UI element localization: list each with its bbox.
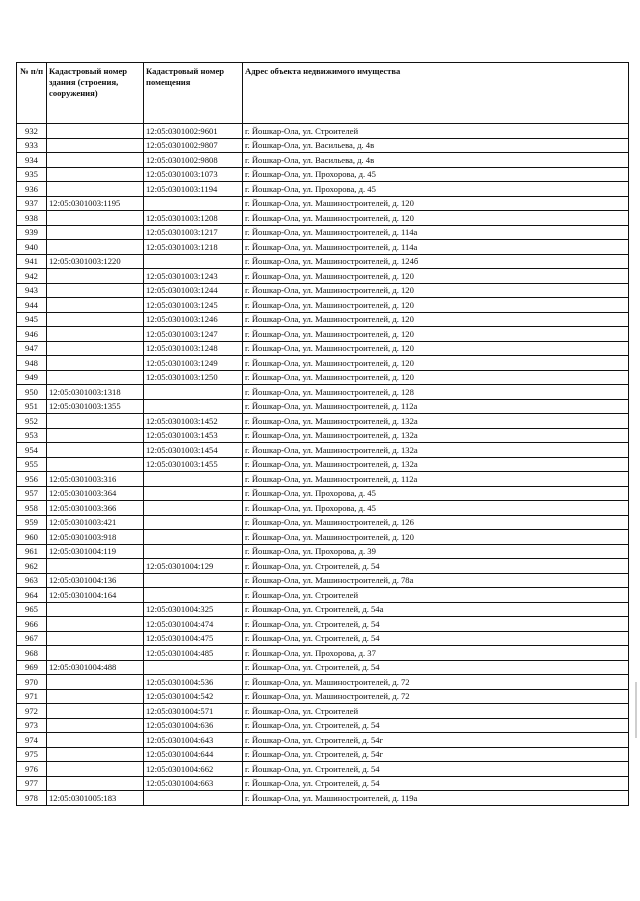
table-row [17,312,629,327]
building-cadastral-number-cell [47,443,144,458]
address-cell: г. Йошкар-Ола, ул. Машиностроителей, д. 112а [243,472,629,487]
premises-cadastral-number-cell: 12:05:0301003:1245 [144,298,243,313]
building-cadastral-number-cell: 12:05:0301003:1220 [47,254,144,269]
row-number-cell: 977 [17,776,47,791]
premises-cadastral-number-cell: 12:05:0301003:1073 [144,167,243,182]
row-number-cell: 943 [17,283,47,298]
building-cadastral-number-cell: 12:05:0301003:316 [47,472,144,487]
address-cell: г. Йошкар-Ола, ул. Машиностроителей, д. 112а [243,399,629,414]
address-cell: г. Йошкар-Ола, ул. Прохорова, д. 45 [243,167,629,182]
building-cadastral-number-cell [47,356,144,371]
table-row [17,153,629,168]
building-cadastral-number-cell: 12:05:0301004:119 [47,544,144,559]
row-number-cell: 960 [17,530,47,545]
table-row [17,283,629,298]
table-row [17,573,629,588]
address-cell: г. Йошкар-Ола, ул. Машиностроителей, д. 114а [243,240,629,255]
building-cadastral-number-cell [47,124,144,139]
address-cell: г. Йошкар-Ола, ул. Строителей, д. 54 [243,776,629,791]
row-number-cell: 942 [17,269,47,284]
address-cell: г. Йошкар-Ола, ул. Машиностроителей, д. 78а [243,573,629,588]
address-cell: г. Йошкар-Ола, ул. Машиностроителей, д. 128 [243,385,629,400]
address-cell: г. Йошкар-Ола, ул. Васильева, д. 4в [243,153,629,168]
table-row [17,660,629,675]
building-cadastral-number-cell: 12:05:0301004:164 [47,588,144,603]
building-cadastral-number-cell: 12:05:0301004:488 [47,660,144,675]
property-register-table [16,62,629,806]
premises-cadastral-number-cell: 12:05:0301004:475 [144,631,243,646]
address-cell: г. Йошкар-Ола, ул. Строителей, д. 54 [243,660,629,675]
premises-cadastral-number-cell: 12:05:0301003:1248 [144,341,243,356]
address-cell: г. Йошкар-Ола, ул. Машиностроителей, д. 120 [243,370,629,385]
table-row [17,646,629,661]
premises-cadastral-number-cell [144,254,243,269]
premises-cadastral-number-cell [144,486,243,501]
building-cadastral-number-cell [47,631,144,646]
premises-cadastral-number-cell: 12:05:0301003:1250 [144,370,243,385]
building-cadastral-number-cell [47,646,144,661]
premises-cadastral-number-cell: 12:05:0301003:1453 [144,428,243,443]
row-number-cell: 951 [17,399,47,414]
address-cell: г. Йошкар-Ола, ул. Прохорова, д. 45 [243,182,629,197]
address-cell: г. Йошкар-Ола, ул. Строителей [243,588,629,603]
row-number-cell: 947 [17,341,47,356]
table-row [17,588,629,603]
row-number-cell: 963 [17,573,47,588]
table-row [17,124,629,139]
address-cell: г. Йошкар-Ола, ул. Машиностроителей, д. 124б [243,254,629,269]
row-number-cell: 971 [17,689,47,704]
building-cadastral-number-cell [47,269,144,284]
row-number-cell: 978 [17,791,47,806]
building-cadastral-number-cell: 12:05:0301005:183 [47,791,144,806]
premises-cadastral-number-cell [144,544,243,559]
header-property-address: Адрес объекта недвижимого имущества [243,63,629,124]
address-cell: г. Йошкар-Ола, ул. Машиностроителей, д. 120 [243,341,629,356]
premises-cadastral-number-cell [144,196,243,211]
building-cadastral-number-cell [47,298,144,313]
building-cadastral-number-cell [47,675,144,690]
building-cadastral-number-cell [47,341,144,356]
building-cadastral-number-cell [47,559,144,574]
table-row [17,718,629,733]
row-number-cell: 961 [17,544,47,559]
premises-cadastral-number-cell: 12:05:0301003:1454 [144,443,243,458]
table-row [17,356,629,371]
row-number-cell: 949 [17,370,47,385]
header-building-cadastral-number: Кадастровый номер здания (строения, сооружения) [47,63,144,124]
row-number-cell: 955 [17,457,47,472]
table-row [17,486,629,501]
row-number-cell: 954 [17,443,47,458]
address-cell: г. Йошкар-Ола, ул. Машиностроителей, д. 120 [243,283,629,298]
table-row [17,428,629,443]
table-row [17,167,629,182]
premises-cadastral-number-cell: 12:05:0301002:9808 [144,153,243,168]
table-row [17,515,629,530]
premises-cadastral-number-cell [144,385,243,400]
building-cadastral-number-cell: 12:05:0301003:1355 [47,399,144,414]
address-cell: г. Йошкар-Ола, ул. Строителей, д. 54 [243,718,629,733]
table-row [17,617,629,632]
table-row [17,747,629,762]
table-row [17,762,629,777]
table-row [17,457,629,472]
building-cadastral-number-cell [47,457,144,472]
premises-cadastral-number-cell: 12:05:0301004:325 [144,602,243,617]
building-cadastral-number-cell [47,153,144,168]
table-row [17,631,629,646]
row-number-cell: 956 [17,472,47,487]
table-row [17,704,629,719]
premises-cadastral-number-cell: 12:05:0301003:1455 [144,457,243,472]
row-number-cell: 965 [17,602,47,617]
table-row [17,341,629,356]
premises-cadastral-number-cell: 12:05:0301004:662 [144,762,243,777]
premises-cadastral-number-cell: 12:05:0301003:1247 [144,327,243,342]
premises-cadastral-number-cell: 12:05:0301004:571 [144,704,243,719]
row-number-cell: 959 [17,515,47,530]
address-cell: г. Йошкар-Ола, ул. Прохорова, д. 37 [243,646,629,661]
address-cell: г. Йошкар-Ола, ул. Васильева, д. 4в [243,138,629,153]
building-cadastral-number-cell: 12:05:0301003:366 [47,501,144,516]
address-cell: г. Йошкар-Ола, ул. Машиностроителей, д. 132а [243,428,629,443]
table-row [17,399,629,414]
row-number-cell: 933 [17,138,47,153]
premises-cadastral-number-cell [144,588,243,603]
building-cadastral-number-cell [47,283,144,298]
address-cell: г. Йошкар-Ола, ул. Машиностроителей, д. 120 [243,269,629,284]
row-number-cell: 938 [17,211,47,226]
row-number-cell: 945 [17,312,47,327]
table-row [17,254,629,269]
address-cell: г. Йошкар-Ола, ул. Строителей [243,124,629,139]
address-cell: г. Йошкар-Ола, ул. Машиностроителей, д. 120 [243,530,629,545]
table-row [17,776,629,791]
premises-cadastral-number-cell [144,660,243,675]
premises-cadastral-number-cell: 12:05:0301004:636 [144,718,243,733]
address-cell: г. Йошкар-Ола, ул. Строителей [243,704,629,719]
premises-cadastral-number-cell: 12:05:0301004:643 [144,733,243,748]
building-cadastral-number-cell: 12:05:0301004:136 [47,573,144,588]
row-number-cell: 972 [17,704,47,719]
building-cadastral-number-cell [47,704,144,719]
row-number-cell: 957 [17,486,47,501]
address-cell: г. Йошкар-Ола, ул. Прохорова, д. 45 [243,501,629,516]
premises-cadastral-number-cell: 12:05:0301003:1452 [144,414,243,429]
table-row [17,544,629,559]
premises-cadastral-number-cell [144,472,243,487]
building-cadastral-number-cell [47,428,144,443]
row-number-cell: 953 [17,428,47,443]
table-row [17,211,629,226]
table-row [17,414,629,429]
building-cadastral-number-cell: 12:05:0301003:1195 [47,196,144,211]
header-row-number: № п/п [17,63,47,124]
premises-cadastral-number-cell: 12:05:0301004:644 [144,747,243,762]
row-number-cell: 935 [17,167,47,182]
premises-cadastral-number-cell: 12:05:0301002:9601 [144,124,243,139]
table-row [17,182,629,197]
building-cadastral-number-cell [47,414,144,429]
table-row [17,327,629,342]
row-number-cell: 969 [17,660,47,675]
row-number-cell: 975 [17,747,47,762]
row-number-cell: 973 [17,718,47,733]
row-number-cell: 966 [17,617,47,632]
table-row [17,530,629,545]
table-row [17,602,629,617]
premises-cadastral-number-cell: 12:05:0301003:1243 [144,269,243,284]
premises-cadastral-number-cell: 12:05:0301003:1194 [144,182,243,197]
building-cadastral-number-cell [47,733,144,748]
address-cell: г. Йошкар-Ола, ул. Строителей, д. 54а [243,602,629,617]
premises-cadastral-number-cell: 12:05:0301004:129 [144,559,243,574]
address-cell: г. Йошкар-Ола, ул. Строителей, д. 54 [243,617,629,632]
building-cadastral-number-cell [47,617,144,632]
row-number-cell: 962 [17,559,47,574]
table-row [17,370,629,385]
premises-cadastral-number-cell [144,791,243,806]
header-premises-cadastral-number: Кадастровый номер помещения [144,63,243,124]
address-cell: г. Йошкар-Ола, ул. Строителей, д. 54 [243,559,629,574]
address-cell: г. Йошкар-Ола, ул. Машиностроителей, д. 132а [243,457,629,472]
table-header-row [17,63,629,124]
premises-cadastral-number-cell [144,501,243,516]
row-number-cell: 941 [17,254,47,269]
row-number-cell: 950 [17,385,47,400]
row-number-cell: 974 [17,733,47,748]
address-cell: г. Йошкар-Ола, ул. Машиностроителей, д. 120 [243,298,629,313]
building-cadastral-number-cell [47,225,144,240]
table-row [17,733,629,748]
premises-cadastral-number-cell: 12:05:0301003:1208 [144,211,243,226]
building-cadastral-number-cell [47,776,144,791]
building-cadastral-number-cell [47,762,144,777]
building-cadastral-number-cell [47,602,144,617]
row-number-cell: 967 [17,631,47,646]
premises-cadastral-number-cell: 12:05:0301003:1217 [144,225,243,240]
premises-cadastral-number-cell: 12:05:0301002:9807 [144,138,243,153]
premises-cadastral-number-cell: 12:05:0301004:485 [144,646,243,661]
table-row [17,689,629,704]
row-number-cell: 946 [17,327,47,342]
address-cell: г. Йошкар-Ола, ул. Машиностроителей, д. 120 [243,211,629,226]
address-cell: г. Йошкар-Ола, ул. Машиностроителей, д. 120 [243,312,629,327]
row-number-cell: 940 [17,240,47,255]
row-number-cell: 936 [17,182,47,197]
premises-cadastral-number-cell [144,530,243,545]
premises-cadastral-number-cell [144,399,243,414]
address-cell: г. Йошкар-Ола, ул. Строителей, д. 54г [243,747,629,762]
table-body [17,124,629,806]
premises-cadastral-number-cell: 12:05:0301003:1218 [144,240,243,255]
address-cell: г. Йошкар-Ола, ул. Строителей, д. 54 [243,631,629,646]
row-number-cell: 939 [17,225,47,240]
address-cell: г. Йошкар-Ола, ул. Прохорова, д. 45 [243,486,629,501]
scan-edge-mark [635,682,637,738]
row-number-cell: 958 [17,501,47,516]
building-cadastral-number-cell [47,240,144,255]
premises-cadastral-number-cell [144,573,243,588]
building-cadastral-number-cell [47,211,144,226]
address-cell: г. Йошкар-Ола, ул. Машиностроителей, д. 132а [243,414,629,429]
building-cadastral-number-cell [47,718,144,733]
address-cell: г. Йошкар-Ола, ул. Строителей, д. 54г [243,733,629,748]
table-row [17,472,629,487]
premises-cadastral-number-cell: 12:05:0301003:1246 [144,312,243,327]
row-number-cell: 968 [17,646,47,661]
building-cadastral-number-cell [47,138,144,153]
building-cadastral-number-cell [47,182,144,197]
row-number-cell: 976 [17,762,47,777]
table-row [17,443,629,458]
premises-cadastral-number-cell: 12:05:0301003:1244 [144,283,243,298]
premises-cadastral-number-cell: 12:05:0301004:542 [144,689,243,704]
building-cadastral-number-cell [47,327,144,342]
table-row [17,138,629,153]
address-cell: г. Йошкар-Ола, ул. Машиностроителей, д. 72 [243,675,629,690]
building-cadastral-number-cell: 12:05:0301003:421 [47,515,144,530]
premises-cadastral-number-cell: 12:05:0301004:536 [144,675,243,690]
address-cell: г. Йошкар-Ола, ул. Машиностроителей, д. 114а [243,225,629,240]
row-number-cell: 952 [17,414,47,429]
building-cadastral-number-cell [47,370,144,385]
table-row [17,298,629,313]
address-cell: г. Йошкар-Ола, ул. Машиностроителей, д. 132а [243,443,629,458]
address-cell: г. Йошкар-Ола, ул. Строителей, д. 54 [243,762,629,777]
row-number-cell: 948 [17,356,47,371]
building-cadastral-number-cell: 12:05:0301003:364 [47,486,144,501]
table-row [17,269,629,284]
building-cadastral-number-cell [47,689,144,704]
table-row [17,501,629,516]
table-row [17,225,629,240]
address-cell: г. Йошкар-Ола, ул. Машиностроителей, д. 120 [243,356,629,371]
table-row [17,559,629,574]
row-number-cell: 934 [17,153,47,168]
row-number-cell: 944 [17,298,47,313]
table-row [17,791,629,806]
table-row [17,196,629,211]
row-number-cell: 932 [17,124,47,139]
premises-cadastral-number-cell: 12:05:0301004:663 [144,776,243,791]
building-cadastral-number-cell: 12:05:0301003:918 [47,530,144,545]
table-row [17,385,629,400]
table-row [17,240,629,255]
row-number-cell: 970 [17,675,47,690]
address-cell: г. Йошкар-Ола, ул. Машиностроителей, д. 120 [243,327,629,342]
address-cell: г. Йошкар-Ола, ул. Машиностроителей, д. 119а [243,791,629,806]
building-cadastral-number-cell [47,167,144,182]
premises-cadastral-number-cell: 12:05:0301004:474 [144,617,243,632]
address-cell: г. Йошкар-Ола, ул. Машиностроителей, д. 120 [243,196,629,211]
building-cadastral-number-cell [47,312,144,327]
premises-cadastral-number-cell: 12:05:0301003:1249 [144,356,243,371]
building-cadastral-number-cell: 12:05:0301003:1318 [47,385,144,400]
address-cell: г. Йошкар-Ола, ул. Машиностроителей, д. 72 [243,689,629,704]
row-number-cell: 964 [17,588,47,603]
building-cadastral-number-cell [47,747,144,762]
address-cell: г. Йошкар-Ола, ул. Прохорова, д. 39 [243,544,629,559]
table-row [17,675,629,690]
row-number-cell: 937 [17,196,47,211]
address-cell: г. Йошкар-Ола, ул. Машиностроителей, д. 126 [243,515,629,530]
premises-cadastral-number-cell [144,515,243,530]
